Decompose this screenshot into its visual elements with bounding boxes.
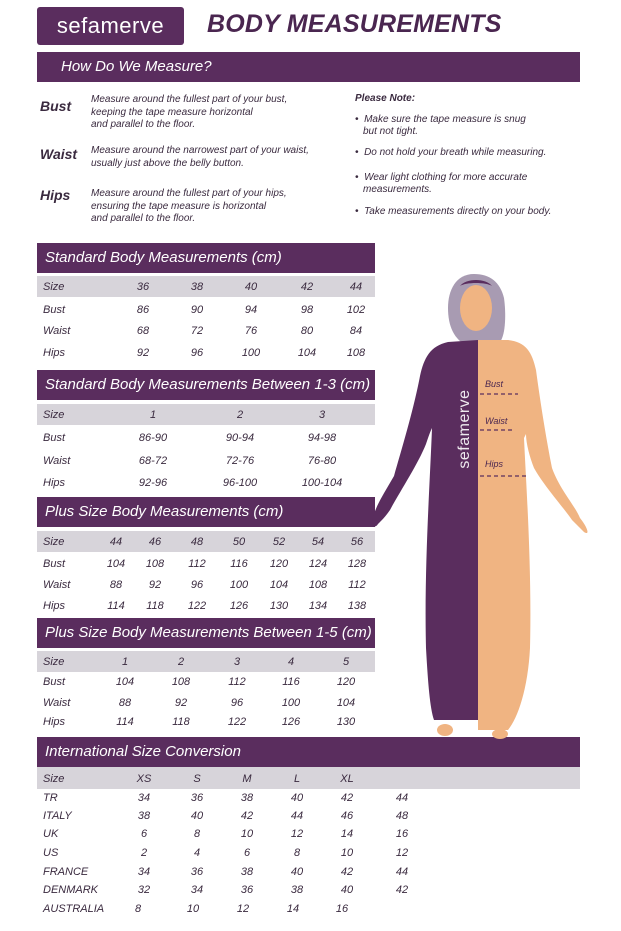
table4-size-label: Size (43, 656, 65, 668)
intl-cell: 38 (240, 866, 254, 878)
intl-cell: 16 (395, 828, 409, 840)
table1-size: 40 (244, 281, 258, 293)
table3-cell: 100 (229, 579, 249, 591)
table2-size: 1 (149, 409, 157, 421)
table3-cell: 116 (230, 558, 248, 570)
table1-cell: 68 (136, 325, 150, 337)
table2-cell: 96-100 (222, 477, 258, 489)
intl-cell: 14 (340, 828, 354, 840)
table1-row-label: Hips (43, 347, 66, 359)
table2-title: Standard Body Measurements Between 1-3 (cm) (37, 370, 375, 400)
intl-cell: 38 (290, 884, 304, 896)
table4-cell: 130 (336, 716, 356, 728)
table2-cell: 86-90 (138, 432, 168, 444)
table4-cell: 114 (116, 716, 134, 728)
intl-cell: 42 (395, 884, 409, 896)
intl-cell: 6 (243, 847, 251, 859)
foot-left-shape (437, 724, 453, 736)
how-desc-hips: Measure around the fullest part of your hips, ensuring the tape measure is horizontal and parallel to the floor. (91, 188, 287, 224)
table3-size: 54 (311, 536, 325, 548)
note-3: • Wear light clothing for more accurate measurements. (355, 172, 528, 195)
table4-cell: 118 (172, 716, 190, 728)
table3-cell: 134 (308, 600, 328, 612)
body-figure (368, 268, 593, 740)
table4-cell: 108 (171, 676, 191, 688)
intl-cell: 10 (340, 847, 354, 859)
table4-cell: 92 (174, 697, 188, 709)
table2-row-label: Bust (43, 432, 66, 444)
table3-cell: 112 (348, 579, 366, 591)
intl-title: International Size Conversion (37, 737, 580, 767)
table4-size: 5 (342, 656, 350, 668)
intl-cell: 38 (137, 810, 151, 822)
table4-cell: 100 (281, 697, 301, 709)
intl-row-label: AUSTRALIA (43, 903, 105, 915)
table4-cell: 104 (336, 697, 356, 709)
table4-cell: 120 (336, 676, 356, 688)
intl-cell: 32 (137, 884, 151, 896)
table1-cell: 102 (346, 304, 366, 316)
table4-cell: 88 (118, 697, 132, 709)
intl-row-label: FRANCE (43, 866, 89, 878)
table3-cell: 104 (269, 579, 289, 591)
intl-cell: 40 (290, 792, 304, 804)
how-label-bust: Bust (40, 98, 72, 114)
table4-row-label: Hips (43, 716, 66, 728)
table2-row-label: Hips (43, 477, 66, 489)
table1-cell: 76 (244, 325, 258, 337)
intl-size: XL (340, 773, 354, 785)
intl-cell: 34 (137, 792, 151, 804)
how-heading: How Do We Measure? (37, 52, 580, 82)
intl-cell: 8 (134, 903, 142, 915)
table2-cell: 68-72 (138, 455, 168, 467)
table1-cell: 94 (244, 304, 258, 316)
table3-cell: 130 (269, 600, 289, 612)
intl-cell: 44 (395, 792, 409, 804)
table2-cell: 94-98 (307, 432, 337, 444)
brand-logo: sefamerve (37, 7, 184, 45)
intl-size: L (293, 773, 301, 785)
table1-row-label: Waist (43, 325, 71, 337)
table4-cell: 96 (230, 697, 244, 709)
table1-cell: 86 (136, 304, 150, 316)
figure-label-hips: Hips (485, 459, 504, 469)
table3-cell: 126 (229, 600, 249, 612)
intl-size: M (242, 773, 252, 785)
intl-cell: 40 (340, 884, 354, 896)
table3-cell: 88 (109, 579, 123, 591)
table1-cell: 90 (190, 304, 204, 316)
table3-title: Plus Size Body Measurements (cm) (37, 497, 375, 527)
table3-cell: 120 (269, 558, 289, 570)
table3-row-label: Bust (43, 558, 66, 570)
table3-cell: 118 (146, 600, 164, 612)
table4-size: 2 (177, 656, 185, 668)
intl-cell: 12 (395, 847, 409, 859)
table1-cell: 98 (300, 304, 314, 316)
table1-row-label: Bust (43, 304, 66, 316)
intl-cell: 14 (286, 903, 300, 915)
intl-cell: 34 (190, 884, 204, 896)
table2-size: 3 (318, 409, 326, 421)
table3-size: 46 (148, 536, 162, 548)
table1-size: 38 (190, 281, 204, 293)
note-1: • Make sure the tape measure is snug but not tight. (355, 114, 526, 137)
table3-cell: 108 (308, 579, 328, 591)
intl-row-label: DENMARK (43, 884, 99, 896)
table3-cell: 92 (148, 579, 162, 591)
table1-cell: 96 (190, 347, 204, 359)
table2-cell: 92-96 (138, 477, 168, 489)
intl-cell: 8 (293, 847, 301, 859)
table3-cell: 128 (347, 558, 367, 570)
table1-cell: 72 (190, 325, 204, 337)
table4-cell: 104 (115, 676, 135, 688)
intl-cell: 34 (137, 866, 151, 878)
table2-size-label: Size (43, 409, 65, 421)
table1-cell: 104 (297, 347, 317, 359)
intl-cell: 36 (240, 884, 254, 896)
table4-row-label: Bust (43, 676, 66, 688)
table3-cell: 138 (347, 600, 367, 612)
table1-size: 36 (136, 281, 150, 293)
intl-cell: 16 (335, 903, 349, 915)
table1-cell: 80 (300, 325, 314, 337)
table1-cell: 100 (241, 347, 261, 359)
intl-cell: 42 (340, 866, 354, 878)
table3-cell: 104 (106, 558, 126, 570)
how-label-waist: Waist (40, 146, 78, 162)
intl-cell: 42 (340, 792, 354, 804)
table3-cell: 112 (188, 558, 206, 570)
table1-size-label: Size (43, 281, 65, 293)
intl-row-label: US (43, 847, 59, 859)
figure-brand: sefamerve (456, 389, 473, 469)
table3-cell: 124 (308, 558, 328, 570)
intl-row-label: ITALY (43, 810, 72, 822)
table3-row-label: Hips (43, 600, 66, 612)
table1-size: 44 (349, 281, 363, 293)
face-shape (460, 285, 492, 331)
table3-size-label: Size (43, 536, 65, 548)
table4-cell: 112 (228, 676, 246, 688)
table3-cell: 108 (145, 558, 165, 570)
table2-cell: 76-80 (307, 455, 337, 467)
intl-size-label: Size (43, 773, 65, 785)
note-4: • Take measurements directly on your body. (355, 206, 552, 217)
intl-size: XS (136, 773, 152, 785)
intl-cell: 10 (240, 828, 254, 840)
table1-size: 42 (300, 281, 314, 293)
table1-cell: 84 (349, 325, 363, 337)
foot-right-shape (492, 729, 508, 739)
intl-cell: 10 (186, 903, 200, 915)
table4-cell: 116 (282, 676, 300, 688)
intl-cell: 44 (395, 866, 409, 878)
table4-title: Plus Size Body Measurements Between 1-5 (cm) (37, 618, 375, 648)
intl-cell: 12 (290, 828, 304, 840)
table3-cell: 114 (107, 600, 125, 612)
intl-cell: 4 (193, 847, 201, 859)
table4-size: 1 (121, 656, 129, 668)
intl-cell: 38 (240, 792, 254, 804)
table2-row-label: Waist (43, 455, 71, 467)
table1-cell: 108 (346, 347, 366, 359)
skin-body-shape (478, 340, 587, 730)
table4-row-label: Waist (43, 697, 71, 709)
intl-cell: 42 (240, 810, 254, 822)
intl-cell: 6 (140, 828, 148, 840)
figure-label-waist: Waist (485, 416, 508, 426)
table3-size: 52 (272, 536, 286, 548)
table3-size: 56 (350, 536, 364, 548)
table3-size: 44 (109, 536, 123, 548)
table2-cell: 100-104 (301, 477, 343, 489)
intl-cell: 46 (340, 810, 354, 822)
table2-cell: 72-76 (225, 455, 255, 467)
table2-cell: 90-94 (225, 432, 255, 444)
table3-cell: 96 (190, 579, 204, 591)
how-desc-waist: Measure around the narrowest part of your waist, usually just above the belly button. (91, 145, 309, 169)
intl-cell: 2 (140, 847, 148, 859)
intl-cell: 48 (395, 810, 409, 822)
intl-row-label: TR (43, 792, 58, 804)
table3-size: 48 (190, 536, 204, 548)
intl-size: S (193, 773, 201, 785)
how-desc-bust: Measure around the fullest part of your bust, keeping the tape measure horizontal and parallel to the floor. (91, 94, 288, 130)
intl-cell: 12 (236, 903, 250, 915)
intl-cell: 40 (190, 810, 204, 822)
intl-cell: 36 (190, 792, 204, 804)
note-2: • Do not hold your breath while measuring. (355, 147, 547, 158)
intl-cell: 36 (190, 866, 204, 878)
how-label-hips: Hips (40, 187, 71, 203)
table4-size: 3 (233, 656, 241, 668)
table4-cell: 122 (227, 716, 247, 728)
table4-size: 4 (287, 656, 295, 668)
intl-cell: 40 (290, 866, 304, 878)
table3-cell: 122 (187, 600, 207, 612)
table1-cell: 92 (136, 347, 150, 359)
table2-size: 2 (236, 409, 244, 421)
table3-size: 50 (232, 536, 246, 548)
intl-row-label: UK (43, 828, 59, 840)
intl-cell: 44 (290, 810, 304, 822)
table3-row-label: Waist (43, 579, 71, 591)
intl-cell: 8 (193, 828, 201, 840)
page-title: BODY MEASUREMENTS (207, 10, 502, 38)
table1-title: Standard Body Measurements (cm) (37, 243, 375, 273)
note-heading: Please Note: (355, 93, 416, 104)
table4-cell: 126 (281, 716, 301, 728)
figure-label-bust: Bust (485, 379, 504, 389)
